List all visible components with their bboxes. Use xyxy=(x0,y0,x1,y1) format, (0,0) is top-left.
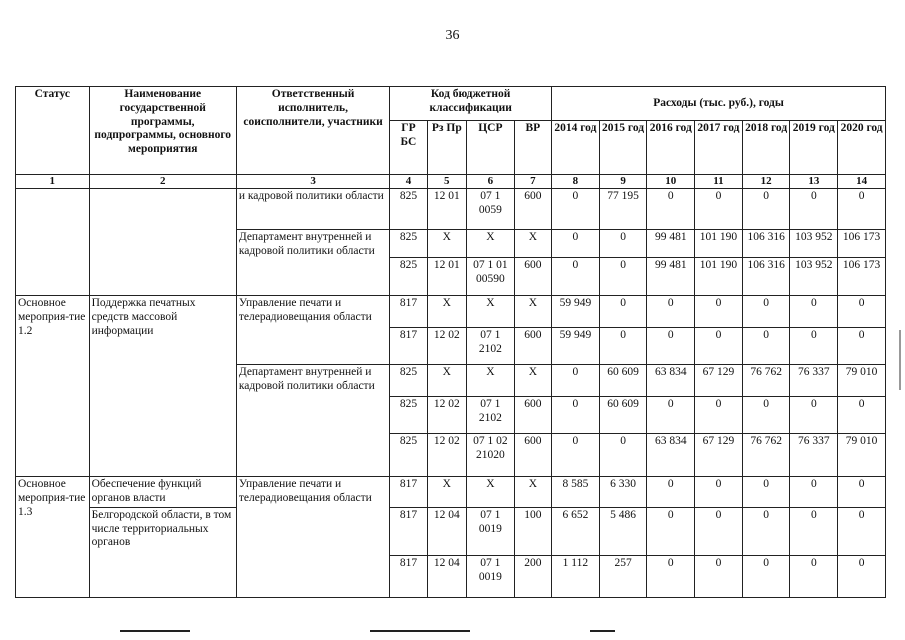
name-cell: Поддержка печатных средств массовой информации xyxy=(89,296,236,477)
column-index: 14 xyxy=(838,175,886,189)
year-value: 60 609 xyxy=(599,365,647,397)
year-value: 79 010 xyxy=(838,434,886,477)
year-value: 76 762 xyxy=(742,434,790,477)
status-cell: Основное мероприя-тие 1.3 xyxy=(16,477,90,598)
header-budget-code: Код бюджетной классификации xyxy=(390,87,552,121)
year-value: 0 xyxy=(695,397,743,434)
grbs-cell: 817 xyxy=(390,507,427,555)
rzpr-cell: 12 01 xyxy=(427,189,466,230)
year-value: 101 190 xyxy=(695,258,743,296)
column-index: 6 xyxy=(467,175,515,189)
column-index: 12 xyxy=(742,175,790,189)
vr-cell: X xyxy=(514,365,551,397)
vr-cell: 600 xyxy=(514,328,551,365)
scan-edge-mark xyxy=(899,330,901,390)
scan-artifact-line xyxy=(590,630,615,632)
year-value: 99 481 xyxy=(647,258,695,296)
table-row xyxy=(16,507,886,555)
year-value: 0 xyxy=(695,328,743,365)
csr-cell: X xyxy=(467,296,515,328)
column-index: 5 xyxy=(427,175,466,189)
vr-cell: 600 xyxy=(514,258,551,296)
grbs-cell: 825 xyxy=(390,397,427,434)
year-value: 0 xyxy=(647,189,695,230)
year-value: 0 xyxy=(838,189,886,230)
year-value: 5 486 xyxy=(599,507,647,555)
vr-cell: 600 xyxy=(514,397,551,434)
grbs-cell: 825 xyxy=(390,189,427,230)
grbs-cell: 817 xyxy=(390,296,427,328)
year-value: 0 xyxy=(599,230,647,258)
year-value: 106 316 xyxy=(742,230,790,258)
grbs-cell: 825 xyxy=(390,258,427,296)
year-value: 0 xyxy=(742,296,790,328)
column-index: 11 xyxy=(695,175,743,189)
scan-artifact-line xyxy=(370,630,470,632)
year-value: 0 xyxy=(647,507,695,555)
year-value: 0 xyxy=(695,477,743,508)
budget-table xyxy=(15,86,886,598)
grbs-cell: 817 xyxy=(390,555,427,597)
year-value: 0 xyxy=(838,397,886,434)
year-value: 0 xyxy=(838,555,886,597)
grbs-cell: 825 xyxy=(390,230,427,258)
responsible-cell: Департамент внутренней и кадровой политики области xyxy=(236,365,389,477)
header-vr: ВР xyxy=(514,121,551,175)
year-value: 0 xyxy=(647,477,695,508)
vr-cell: X xyxy=(514,230,551,258)
year-value: 6 330 xyxy=(599,477,647,508)
year-value: 1 112 xyxy=(552,555,600,597)
year-value: 59 949 xyxy=(552,328,600,365)
table-row xyxy=(16,296,886,328)
status-cell: Основное мероприя-тие 1.2 xyxy=(16,296,90,477)
year-value: 0 xyxy=(552,365,600,397)
rzpr-cell: X xyxy=(427,477,466,508)
rzpr-cell: X xyxy=(427,230,466,258)
year-value: 106 316 xyxy=(742,258,790,296)
grbs-cell: 817 xyxy=(390,328,427,365)
responsible-cell: и кадровой политики области xyxy=(236,189,389,230)
year-value: 0 xyxy=(790,189,838,230)
header-name: Наименование государственной программы, подпрограммы, основного мероприятия xyxy=(89,87,236,175)
header-year: 2020 год xyxy=(838,121,886,175)
vr-cell: 600 xyxy=(514,434,551,477)
csr-cell: X xyxy=(467,230,515,258)
year-value: 0 xyxy=(838,507,886,555)
year-value: 0 xyxy=(838,328,886,365)
header-grbs: ГР БС xyxy=(390,121,427,175)
table-row xyxy=(16,477,886,508)
table-row xyxy=(16,189,886,230)
header-status: Статус xyxy=(16,87,90,175)
year-value: 0 xyxy=(647,397,695,434)
year-value: 0 xyxy=(742,477,790,508)
name-cell: Белгородской области, в том числе территориальных органов xyxy=(89,507,236,597)
vr-cell: 200 xyxy=(514,555,551,597)
rzpr-cell: 12 04 xyxy=(427,507,466,555)
year-value: 0 xyxy=(742,328,790,365)
year-value: 8 585 xyxy=(552,477,600,508)
year-value: 0 xyxy=(742,507,790,555)
column-index: 2 xyxy=(89,175,236,189)
year-value: 106 173 xyxy=(838,258,886,296)
year-value: 0 xyxy=(790,477,838,508)
year-value: 0 xyxy=(552,258,600,296)
year-value: 0 xyxy=(790,507,838,555)
csr-cell: X xyxy=(467,365,515,397)
year-value: 0 xyxy=(790,397,838,434)
year-value: 0 xyxy=(695,296,743,328)
rzpr-cell: 12 02 xyxy=(427,434,466,477)
column-index: 10 xyxy=(647,175,695,189)
column-index: 13 xyxy=(790,175,838,189)
year-value: 77 195 xyxy=(599,189,647,230)
year-value: 0 xyxy=(838,477,886,508)
responsible-cell: Департамент внутренней и кадровой политики области xyxy=(236,230,389,296)
column-index: 3 xyxy=(236,175,389,189)
page-number: 36 xyxy=(445,28,460,43)
csr-cell: 07 1 02 21020 xyxy=(467,434,515,477)
year-value: 0 xyxy=(552,189,600,230)
vr-cell: X xyxy=(514,296,551,328)
year-value: 0 xyxy=(647,296,695,328)
responsible-cell: Управление печати и телерадиовещания области xyxy=(236,296,389,365)
csr-cell: 07 1 2102 xyxy=(467,397,515,434)
header-year: 2015 год xyxy=(599,121,647,175)
year-value: 99 481 xyxy=(647,230,695,258)
scan-artifact-line xyxy=(120,630,190,632)
column-index: 9 xyxy=(599,175,647,189)
grbs-cell: 825 xyxy=(390,365,427,397)
year-value: 0 xyxy=(647,328,695,365)
grbs-cell: 825 xyxy=(390,434,427,477)
year-value: 0 xyxy=(695,555,743,597)
year-value: 0 xyxy=(742,189,790,230)
csr-cell: 07 1 0059 xyxy=(467,189,515,230)
column-index: 7 xyxy=(514,175,551,189)
year-value: 0 xyxy=(790,555,838,597)
rzpr-cell: X xyxy=(427,365,466,397)
rzpr-cell: 12 02 xyxy=(427,328,466,365)
year-value: 0 xyxy=(838,296,886,328)
responsible-cell: Управление печати и телерадиовещания области xyxy=(236,477,389,598)
header-year: 2019 год xyxy=(790,121,838,175)
year-value: 101 190 xyxy=(695,230,743,258)
csr-cell: 07 1 2102 xyxy=(467,328,515,365)
rzpr-cell: 12 02 xyxy=(427,397,466,434)
vr-cell: 100 xyxy=(514,507,551,555)
year-value: 0 xyxy=(742,555,790,597)
year-value: 0 xyxy=(695,507,743,555)
grbs-cell: 817 xyxy=(390,477,427,508)
column-index: 1 xyxy=(16,175,90,189)
status-cell xyxy=(16,189,90,296)
year-value: 0 xyxy=(552,397,600,434)
year-value: 106 173 xyxy=(838,230,886,258)
year-value: 59 949 xyxy=(552,296,600,328)
csr-cell: 07 1 0019 xyxy=(467,555,515,597)
year-value: 0 xyxy=(599,328,647,365)
year-value: 67 129 xyxy=(695,365,743,397)
year-value: 103 952 xyxy=(790,230,838,258)
year-value: 103 952 xyxy=(790,258,838,296)
header-year: 2017 год xyxy=(695,121,743,175)
vr-cell: X xyxy=(514,477,551,508)
csr-cell: X xyxy=(467,477,515,508)
header-year: 2014 год xyxy=(552,121,600,175)
year-value: 76 337 xyxy=(790,434,838,477)
column-index: 4 xyxy=(390,175,427,189)
year-value: 63 834 xyxy=(647,434,695,477)
header-rzpr: Рз Пр xyxy=(427,121,466,175)
header-year: 2016 год xyxy=(647,121,695,175)
csr-cell: 07 1 0019 xyxy=(467,507,515,555)
column-index: 8 xyxy=(552,175,600,189)
year-value: 67 129 xyxy=(695,434,743,477)
year-value: 76 337 xyxy=(790,365,838,397)
year-value: 0 xyxy=(695,189,743,230)
header-expenses: Расходы (тыс. руб.), годы xyxy=(552,87,886,121)
column-index-row xyxy=(16,175,886,189)
header-responsible: Ответственный исполнитель, соисполнители, участники xyxy=(236,87,389,175)
name-cell: Обеспечение функций органов власти xyxy=(89,477,236,508)
year-value: 0 xyxy=(599,434,647,477)
year-value: 0 xyxy=(742,397,790,434)
vr-cell: 600 xyxy=(514,189,551,230)
name-cell xyxy=(89,189,236,296)
year-value: 0 xyxy=(790,296,838,328)
year-value: 60 609 xyxy=(599,397,647,434)
year-value: 257 xyxy=(599,555,647,597)
year-value: 63 834 xyxy=(647,365,695,397)
year-value: 6 652 xyxy=(552,507,600,555)
rzpr-cell: X xyxy=(427,296,466,328)
year-value: 0 xyxy=(790,328,838,365)
header-year: 2018 год xyxy=(742,121,790,175)
year-value: 0 xyxy=(599,258,647,296)
year-value: 0 xyxy=(552,434,600,477)
header-csr: ЦСР xyxy=(467,121,515,175)
year-value: 0 xyxy=(552,230,600,258)
rzpr-cell: 12 01 xyxy=(427,258,466,296)
csr-cell: 07 1 01 00590 xyxy=(467,258,515,296)
rzpr-cell: 12 04 xyxy=(427,555,466,597)
year-value: 0 xyxy=(599,296,647,328)
year-value: 0 xyxy=(647,555,695,597)
year-value: 76 762 xyxy=(742,365,790,397)
year-value: 79 010 xyxy=(838,365,886,397)
